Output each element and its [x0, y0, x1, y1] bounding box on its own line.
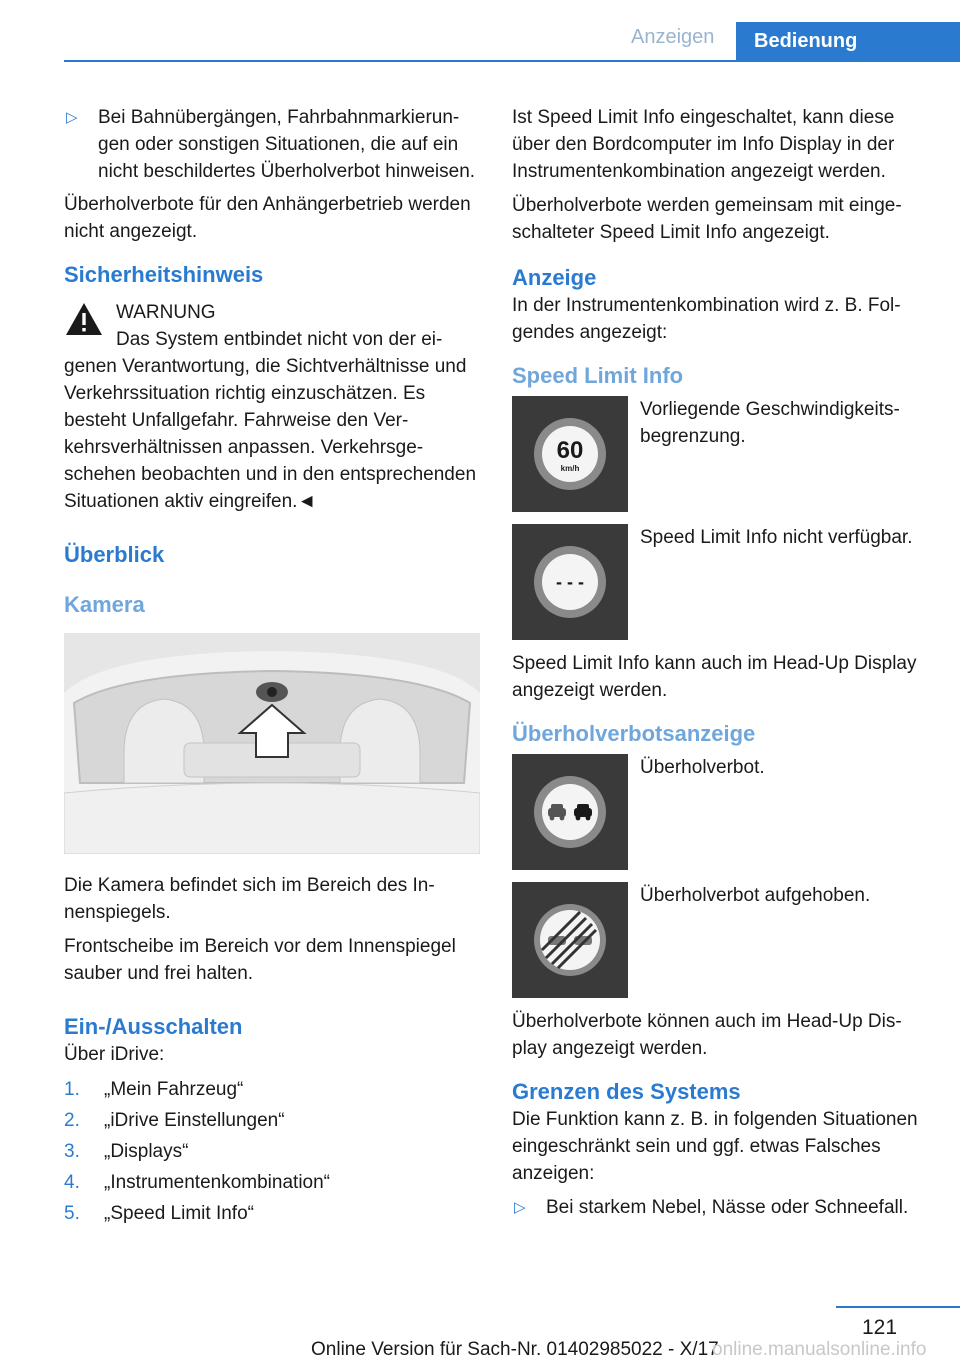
left-column [64, 104, 480, 1231]
header-rule [64, 60, 960, 62]
speed-limit-caption: Vorliegende Geschwindigkeitsbegrenzung. [640, 399, 900, 447]
step-number: 3. [64, 1141, 80, 1162]
speed-limit-60-icon [530, 414, 610, 494]
no-overtaking-icon [530, 772, 610, 852]
camera-location-image [64, 633, 480, 854]
end-no-overtaking-icon [530, 900, 610, 980]
overview-heading: Überblick [64, 542, 165, 567]
step-item [64, 1200, 480, 1227]
step-number: 1. [64, 1079, 80, 1100]
overtake-intro-text: Überholverbote werden gemeinsam mit eingeschalteter Speed Limit Info angezeigt. [512, 195, 902, 243]
camera-location-text: Die Kamera befindet sich im Bereich des Innenspiegels. [64, 875, 435, 923]
step-number: 2. [64, 1110, 80, 1131]
hud-speed-text: Speed Limit Info kann auch im Head-Up Display angezeigt werden. [512, 653, 917, 701]
warning-label: WARNUNG [116, 302, 216, 323]
sign-row-no-overtaking [512, 754, 928, 870]
header-tab-anzeigen[interactable]: Anzeigen [631, 26, 715, 48]
unavailable-value: - - - [556, 572, 584, 592]
sli-intro-text: Ist Speed Limit Info eingeschaltet, kann diese über den Bordcomputer im Info Display in der Instrumentenkombination angezeigt werden. [512, 107, 895, 182]
sign-row-speed-limit [512, 396, 928, 512]
no-overtaking-caption: Überholverbot. [640, 757, 765, 778]
bullet-text: Bei Bahnübergängen, Fahrbahnmarkierungen oder sonstigen Situationen, die auf ein nicht beschildertes Überholverbot hinweisen. [98, 107, 476, 182]
speed-unit: km/h [560, 464, 580, 473]
unavailable-sign [512, 524, 628, 640]
limits-bullet-item [512, 1194, 928, 1221]
display-heading: Anzeige [512, 265, 597, 290]
bullet-item [64, 104, 480, 185]
limits-bullet-text: Bei starkem Nebel, Nässe oder Schneefall. [546, 1197, 909, 1218]
trailer-note: Überholverbote für den Anhängerbetrieb werden nicht angezeigt. [64, 194, 471, 242]
sli-heading: Speed Limit Info [512, 363, 684, 388]
safety-heading: Sicherheitshinweis [64, 262, 264, 287]
step-item [64, 1169, 480, 1196]
onoff-heading: Ein-/Ausschalten [64, 1014, 243, 1039]
bullet-triangle-icon: ▷ [66, 109, 78, 126]
end-no-overtaking-caption: Überholverbot aufgehoben. [640, 885, 871, 906]
warning-triangle-icon [64, 301, 104, 337]
camera-clean-text: Frontscheibe im Bereich vor dem Innenspiegel sauber und frei halten. [64, 936, 456, 984]
warning-text: Das System entbindet nicht von der eigenen Verantwortung, die Sichtverhältnisse und Verkehrssituation richtig einzuschätzen. Es besteht Unfallgefahr. Fahrweise den Verkehrsverhältnissen anpassen. Verkehrsgeschehen beobachten und in den entsprechenden Situationen aktiv eingreifen.◄ [64, 329, 477, 512]
header-tab-bedienung[interactable]: Bedienung [736, 22, 960, 62]
sign-row-unavailable [512, 524, 928, 640]
display-intro: In der Instrumentenkombination wird z. B. Folgendes angezeigt: [512, 295, 901, 343]
step-text: „Mein Fahrzeug“ [104, 1079, 244, 1100]
car-interior-illustration [64, 633, 480, 854]
step-text: „Instrumentenkombination“ [104, 1172, 330, 1193]
footer-rule [836, 1306, 960, 1308]
step-text: „Displays“ [104, 1141, 189, 1162]
speed-value: 60 [556, 437, 584, 464]
limits-intro: Die Funktion kann z. B. in folgenden Situationen eingeschränkt sein und ggf. etwas Falsches anzeigen: [512, 1109, 918, 1184]
speed-limit-unavailable-icon [530, 542, 610, 622]
page-number: 121 [862, 1316, 898, 1339]
hud-overtake-text: Überholverbote können auch im Head-Up Display angezeigt werden. [512, 1011, 902, 1059]
warning-block [64, 299, 480, 326]
speed-limit-sign [512, 396, 628, 512]
step-item [64, 1107, 480, 1134]
sign-row-end-no-overtaking [512, 882, 928, 998]
unavailable-caption: Speed Limit Info nicht verfügbar. [640, 527, 913, 548]
step-text: „Speed Limit Info“ [104, 1203, 254, 1224]
onoff-intro: Über iDrive: [64, 1044, 165, 1065]
no-overtaking-sign [512, 754, 628, 870]
camera-heading: Kamera [64, 592, 145, 617]
step-item [64, 1076, 480, 1103]
overtake-heading: Überholverbotsanzeige [512, 721, 756, 746]
limits-heading: Grenzen des Systems [512, 1079, 741, 1104]
watermark-logo: online.manualsonline.info [712, 1339, 927, 1360]
step-text: „iDrive Einstellungen“ [104, 1110, 285, 1131]
end-no-overtaking-sign [512, 882, 628, 998]
step-item [64, 1138, 480, 1165]
step-number: 5. [64, 1203, 80, 1224]
right-column [512, 104, 928, 1227]
online-version-note: Online Version für Sach-Nr. 01402985022 - X/17 [311, 1339, 719, 1360]
bullet-triangle-icon: ▷ [514, 1199, 526, 1216]
step-number: 4. [64, 1172, 80, 1193]
